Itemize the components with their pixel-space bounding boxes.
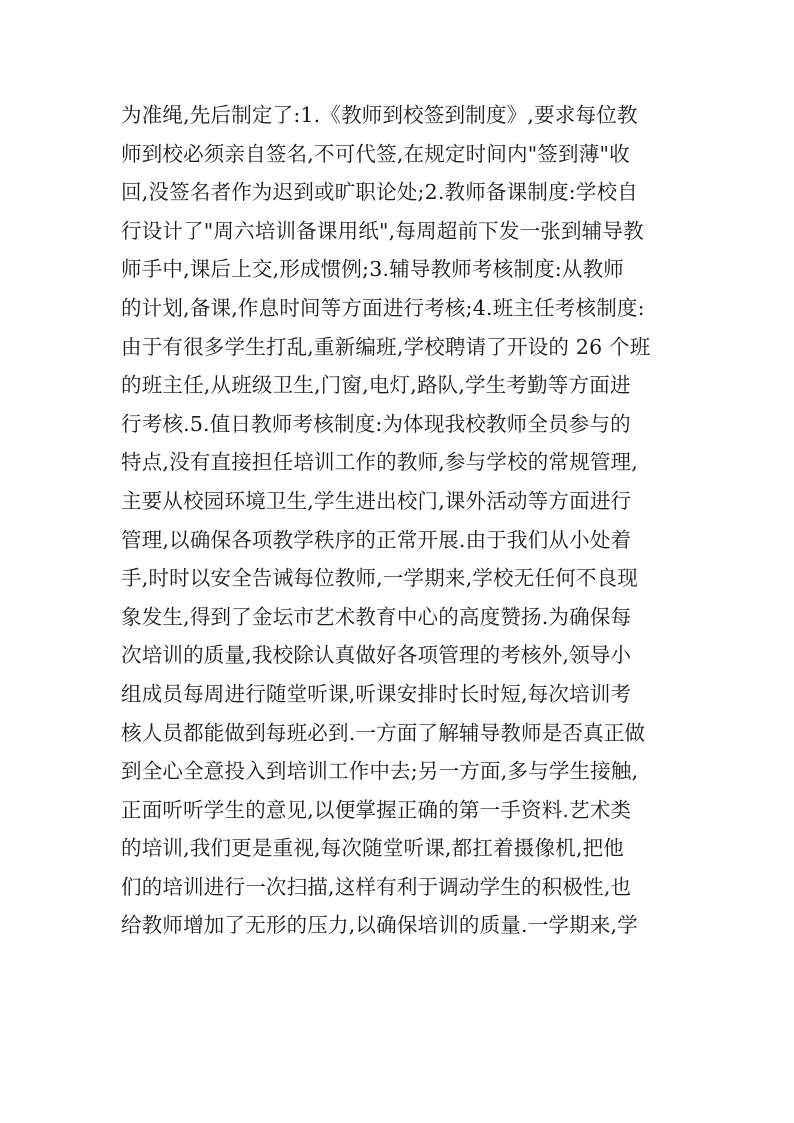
text-line: 的班主任,从班级卫生,门窗,电灯,路队,学生考勤等方面进 [121,373,631,398]
text-line: 为准绳,先后制定了:1.《教师到校签到制度》,要求每位教 [121,103,638,127]
text-line: 特点,没有直接担任培训工作的教师,参与学校的常规管理, [121,450,638,475]
text-line: 核人员都能做到每班必到.一方面了解辅导教师是否真正做 [121,720,646,745]
text-line: 的计划,备课,作息时间等方面进行考核;4.班主任考核制度: [121,295,645,320]
text-line: 行考核.5.值日教师考核制度:为体现我校教师全员参与的 [121,411,631,436]
text-line: 正面听听学生的意见,以便掌握正确的第一手资料.艺术类 [121,797,632,822]
text-line: 手,时时以安全告诫每位教师,一学期来,学校无任何不良现 [121,566,638,591]
text-line: 由于有很多学生打乱,重新编班,学校聘请了开设的 26 个班 [121,334,651,359]
text-line: 的培训,我们更是重视,每次随堂听课,都扛着摄像机,把他 [121,836,624,861]
text-line: 象发生,得到了金坛市艺术教育中心的高度赞扬.为确保每 [121,604,632,629]
text-line: 主要从校园环境卫生,学生进出校门,课外活动等方面进行 [121,488,632,513]
text-line: 到全心全意投入到培训工作中去;另一方面,多与学生接触, [121,759,639,784]
text-line: 师手中,课后上交,形成惯例;3.辅导教师考核制度:从教师 [121,257,625,282]
text-line: 管理,以确保各项教学秩序的正常开展.由于我们从小处着 [121,527,632,552]
text-line: 组成员每周进行随堂听课,听课安排时长时短,每次培训考 [121,681,632,706]
text-line: 次培训的质量,我校除认真做好各项管理的考核外,领导小 [121,643,632,668]
text-line: 行设计了"周六培训备课用纸",每周超前下发一张到辅导教 [121,218,644,243]
text-line: 师到校必须亲自签名,不可代签,在规定时间内"签到薄"收 [121,141,630,166]
text-line: 给教师增加了无形的压力,以确保培训的质量.一学期来,学 [121,913,638,938]
text-line: 们的培训进行一次扫描,这样有利于调动学生的积极性,也 [121,874,632,899]
body-text [121,96,681,945]
text-line: 回,没签名者作为迟到或旷职论处;2.教师备课制度:学校自 [121,180,638,205]
